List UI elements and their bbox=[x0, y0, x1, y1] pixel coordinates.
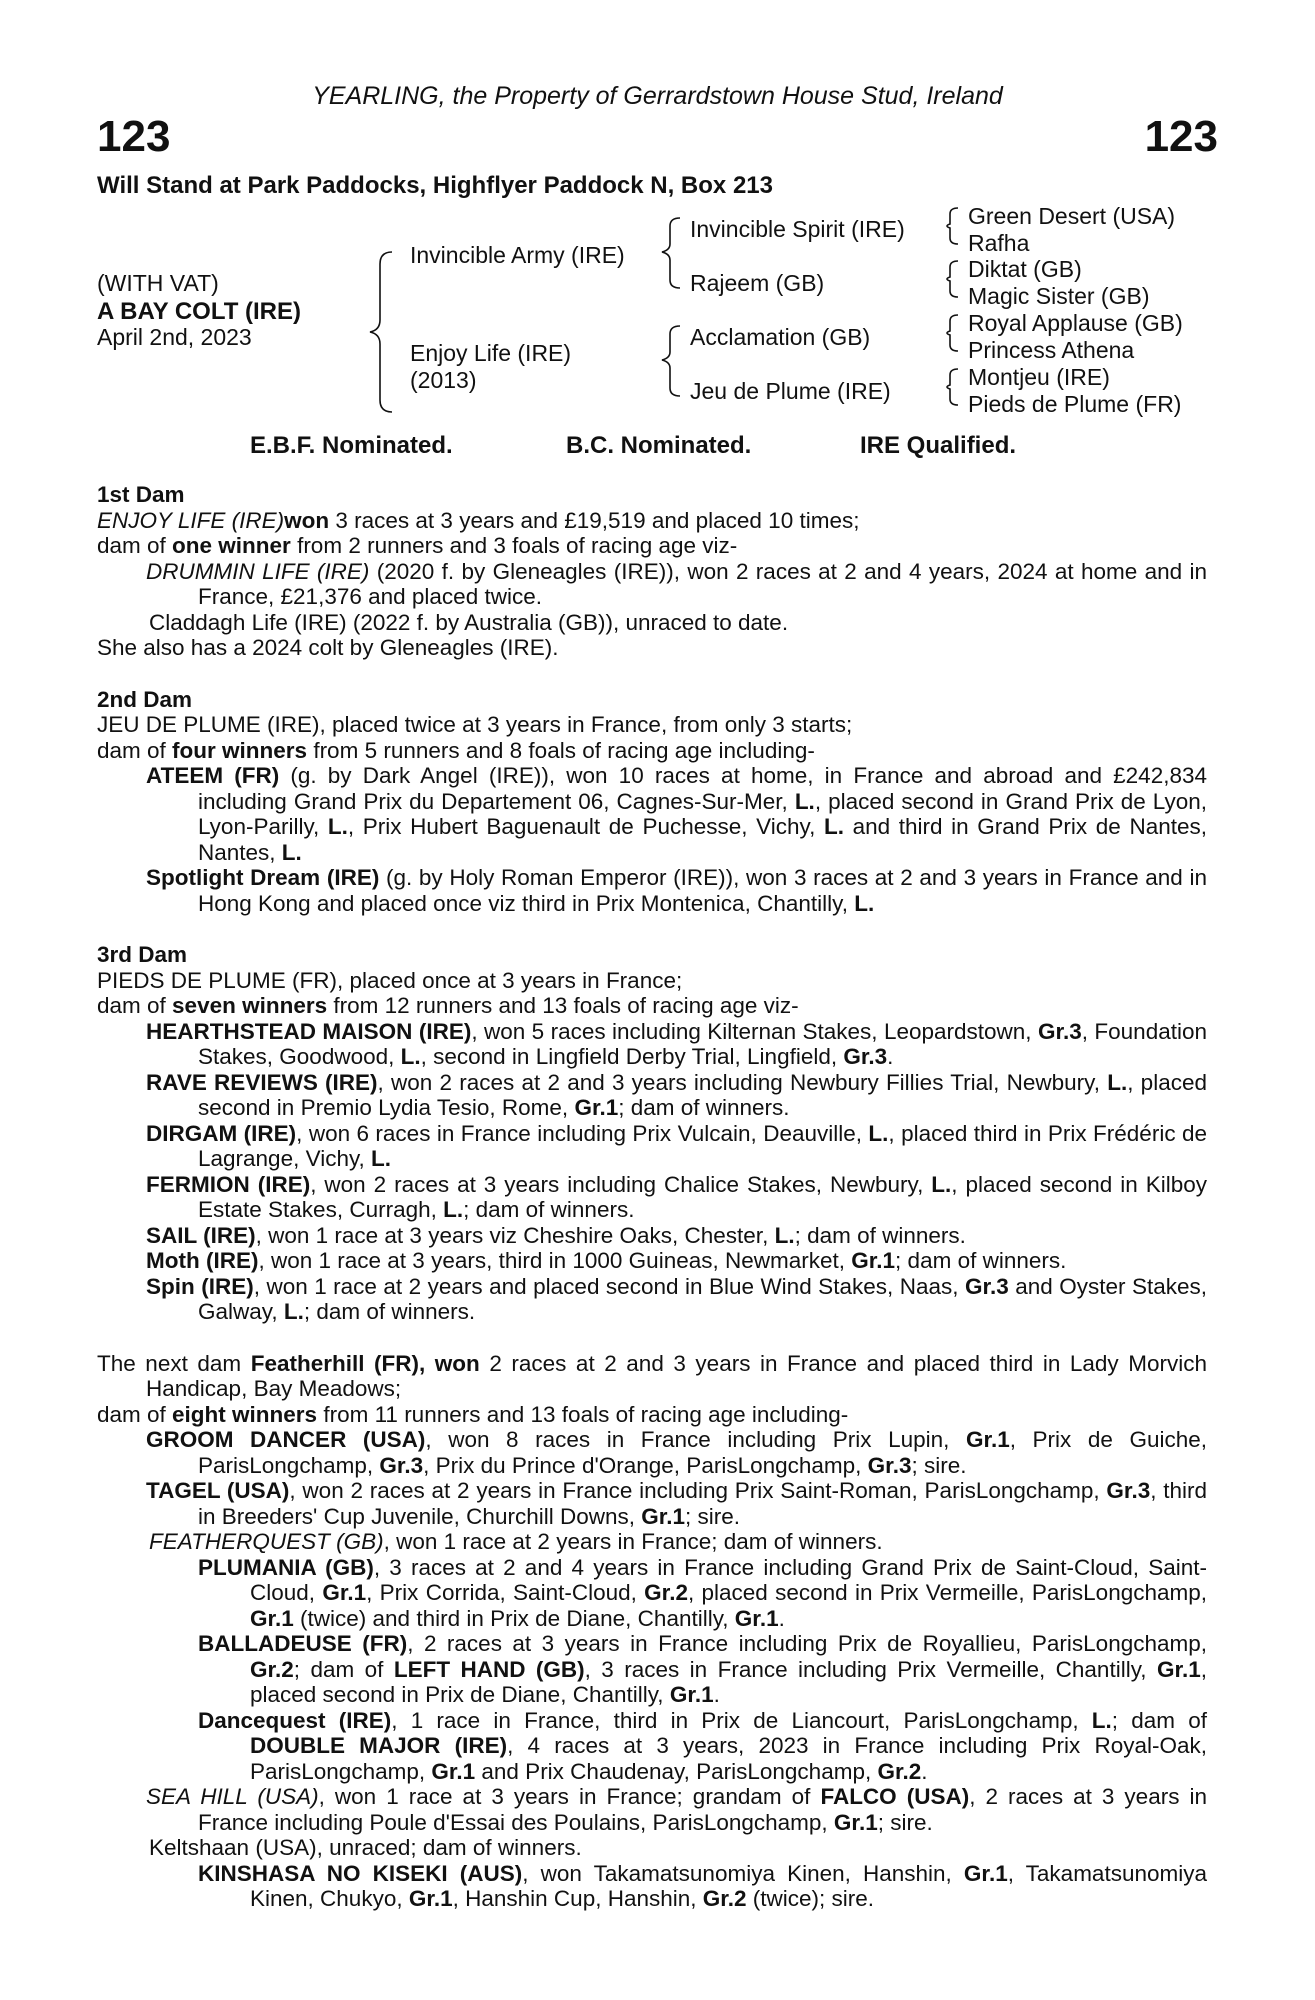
first-dam-heading: 1st Dam bbox=[97, 482, 185, 507]
horse-name: A BAY COLT (IRE) bbox=[97, 298, 302, 325]
pedigree-sss: Green Desert (USA) bbox=[968, 203, 1176, 229]
next-dam-produce-summary: dam of eight winners from 11 runners and 13 foals of racing age including- bbox=[97, 1401, 849, 1427]
produce-note: She also has a 2024 colt by Gleneagles (IRE). bbox=[97, 635, 559, 660]
produce-entry: BALLADEUSE (FR), 2 races at 3 years in France including Prix de Royallieu, ParisLongchamp, Gr.2; dam of LEFT HAND (GB), 3 races in France including Prix Vermeille, Chantilly, Gr.1, placed second in Prix de Diane, Chantilly, Gr.1. bbox=[198, 1631, 1208, 1707]
ire-qualified: IRE Qualified. bbox=[860, 432, 1017, 459]
produce-entry: ATEEM (FR) (g. by Dark Angel (IRE)), won 10 races at home, in France and abroad and £242,834 including Grand Prix du Departement 06, Cagnes-Sur-Mer, L., placed second in Grand Prix de Lyon, Lyon-Parilly, L., Prix Hubert Baguenault de Puchesse, Vichy, L. and third in Grand Prix de Nantes, Nantes, L. bbox=[146, 763, 1207, 865]
produce-entry: HEARTHSTEAD MAISON (IRE), won 5 races including Kilternan Stakes, Leopardstown, Gr.3, Foundation Stakes, Goodwood, L., second in Lingfield Derby Trial, Lingfield, Gr.3. bbox=[146, 1018, 1208, 1069]
vat-note: (WITH VAT) bbox=[97, 270, 219, 296]
third-dam-line: PIEDS DE PLUME (FR), placed once at 3 years in France; bbox=[97, 967, 683, 993]
second-dam-produce-summary: dam of four winners from 5 runners and 8 foals of racing age including- bbox=[97, 737, 815, 763]
pedigree-dam: Enjoy Life (IRE) bbox=[410, 340, 572, 366]
produce-entry: GROOM DANCER (USA), won 8 races in France including Prix Lupin, Gr.1, Prix de Guiche, ParisLongchamp, Gr.3, Prix du Prince d'Orange, ParisLongchamp, Gr.3; sire. bbox=[146, 1427, 1207, 1478]
pedigree-dss: Royal Applause (GB) bbox=[968, 310, 1183, 336]
foaling-date: April 2nd, 2023 bbox=[97, 324, 252, 350]
third-dam-heading: 3rd Dam bbox=[97, 942, 188, 967]
produce-entry: PLUMANIA (GB), 3 races at 2 and 4 years in France including Grand Prix de Saint-Cloud, Saint-Cloud, Gr.1, Prix Corrida, Saint-Cloud, Gr.2, placed second in Prix Vermeille, ParisLongchamp, Gr.1 (twice) and third in Prix de Diane, Chantilly, Gr.1. bbox=[198, 1554, 1207, 1631]
pedigree-sire: Invincible Army (IRE) bbox=[410, 242, 625, 268]
page-title: YEARLING, the Property of Gerrardstown House Stud, Ireland bbox=[312, 82, 1003, 110]
lot-number-right: 123 bbox=[1144, 112, 1218, 161]
stand-location: Will Stand at Park Paddocks, Highflyer Paddock N, Box 213 bbox=[97, 172, 773, 199]
bc-nominated: B.C. Nominated. bbox=[566, 432, 752, 459]
produce-entry: SEA HILL (USA), won 1 race at 3 years in France; grandam of FALCO (USA), 2 races at 3 years in France including Poule d'Essai des Poulains, ParisLongchamp, Gr.1; sire. bbox=[146, 1784, 1207, 1835]
pedigree-ssd: Rafha bbox=[968, 230, 1030, 256]
produce-entry: Spotlight Dream (IRE) (g. by Holy Roman Emperor (IRE)), won 3 races at 2 and 3 years in France and in Hong Kong and placed once viz third in Prix Montenica, Chantilly, L. bbox=[146, 865, 1207, 916]
first-dam-line: ENJOY LIFE (IRE)won 3 races at 3 years and £19,519 and placed 10 times; bbox=[97, 507, 860, 533]
produce-entry: DIRGAM (IRE), won 6 races in France including Prix Vulcain, Deauville, L., placed third in Prix Frédéric de Lagrange, Vichy, L. bbox=[146, 1120, 1208, 1171]
pedigree-sire-sire: Invincible Spirit (IRE) bbox=[690, 216, 905, 242]
produce-entry: Claddagh Life (IRE) (2022 f. by Australia (GB)), unraced to date. bbox=[149, 609, 789, 635]
produce-entry: Dancequest (IRE), 1 race in France, third in Prix de Liancourt, ParisLongchamp, L.; dam of DOUBLE MAJOR (IRE), 4 races at 3 years, 2023 in France including Prix Royal-Oak, ParisLongchamp, Gr.1 and Prix Chaudenay, ParisLongchamp, Gr.2. bbox=[198, 1707, 1207, 1784]
pedigree-sire-dam: Rajeem (GB) bbox=[690, 270, 825, 296]
produce-entry: RAVE REVIEWS (IRE), won 2 races at 2 and 3 years including Newbury Fillies Trial, Newbury, L., placed second in Premio Lydia Tesio, Rome, Gr.1; dam of winners. bbox=[146, 1069, 1207, 1120]
produce-entry: FERMION (IRE), won 2 races at 3 years including Chalice Stakes, Newbury, L., placed second in Kilboy Estate Stakes, Curragh, L.; dam of winners. bbox=[146, 1171, 1208, 1222]
produce-entry: Moth (IRE), won 1 race at 3 years, third in 1000 Guineas, Newmarket, Gr.1; dam of winners. bbox=[146, 1248, 1067, 1273]
second-dam-line: JEU DE PLUME (IRE), placed twice at 3 years in France, from only 3 starts; bbox=[97, 712, 853, 737]
pedigree-dds: Montjeu (IRE) bbox=[968, 364, 1110, 390]
produce-entry: FEATHERQUEST (GB), won 1 race at 2 years in France; dam of winners. bbox=[149, 1529, 883, 1554]
produce-entry: Spin (IRE), won 1 race at 2 years and placed second in Blue Wind Stakes, Naas, Gr.3 and Oyster Stakes, Galway, L.; dam of winners. bbox=[146, 1273, 1207, 1324]
produce-entry: TAGEL (USA), won 2 races at 2 years in France including Prix Saint-Roman, ParisLongchamp, Gr.3, third in Breeders' Cup Juvenile, Churchill Downs, Gr.1; sire. bbox=[146, 1478, 1207, 1529]
lot-number-left: 123 bbox=[97, 112, 171, 161]
produce-entry: KINSHASA NO KISEKI (AUS), won Takamatsunomiya Kinen, Hanshin, Gr.1, Takamatsunomiya Kinen, Chukyo, Gr.1, Hanshin Cup, Hanshin, Gr.2 (twice); sire. bbox=[198, 1860, 1207, 1911]
pedigree-sds: Diktat (GB) bbox=[968, 256, 1082, 282]
next-dam-line: The next dam Featherhill (FR), won 2 races at 2 and 3 years in France and placed third in Lady Morvich Handicap, Bay Meadows; bbox=[97, 1350, 1207, 1401]
third-dam-produce-summary: dam of seven winners from 12 runners and 13 foals of racing age viz- bbox=[97, 993, 799, 1018]
ebf-nominated: E.B.F. Nominated. bbox=[250, 432, 453, 459]
pedigree-dam-sire: Acclamation (GB) bbox=[690, 324, 871, 350]
pedigree-dsd: Princess Athena bbox=[968, 337, 1135, 363]
produce-entry: DRUMMIN LIFE (IRE) (2020 f. by Gleneagles (IRE)), won 2 races at 2 and 4 years, 2024 at home and in France, £21,376 and placed twice. bbox=[146, 558, 1207, 609]
pedigree-dam-dam: Jeu de Plume (IRE) bbox=[690, 378, 891, 404]
pedigree-dam-year: (2013) bbox=[410, 367, 477, 393]
pedigree-sdd: Magic Sister (GB) bbox=[968, 283, 1150, 309]
first-dam-produce-summary: dam of one winner from 2 runners and 3 foals of racing age viz- bbox=[97, 533, 738, 558]
produce-entry: SAIL (IRE), won 1 race at 3 years viz Cheshire Oaks, Chester, L.; dam of winners. bbox=[146, 1222, 966, 1248]
pedigree-ddd: Pieds de Plume (FR) bbox=[968, 391, 1182, 417]
second-dam-heading: 2nd Dam bbox=[97, 686, 193, 712]
produce-entry: Keltshaan (USA), unraced; dam of winners. bbox=[149, 1835, 582, 1860]
catalogue-body bbox=[97, 482, 1207, 1912]
